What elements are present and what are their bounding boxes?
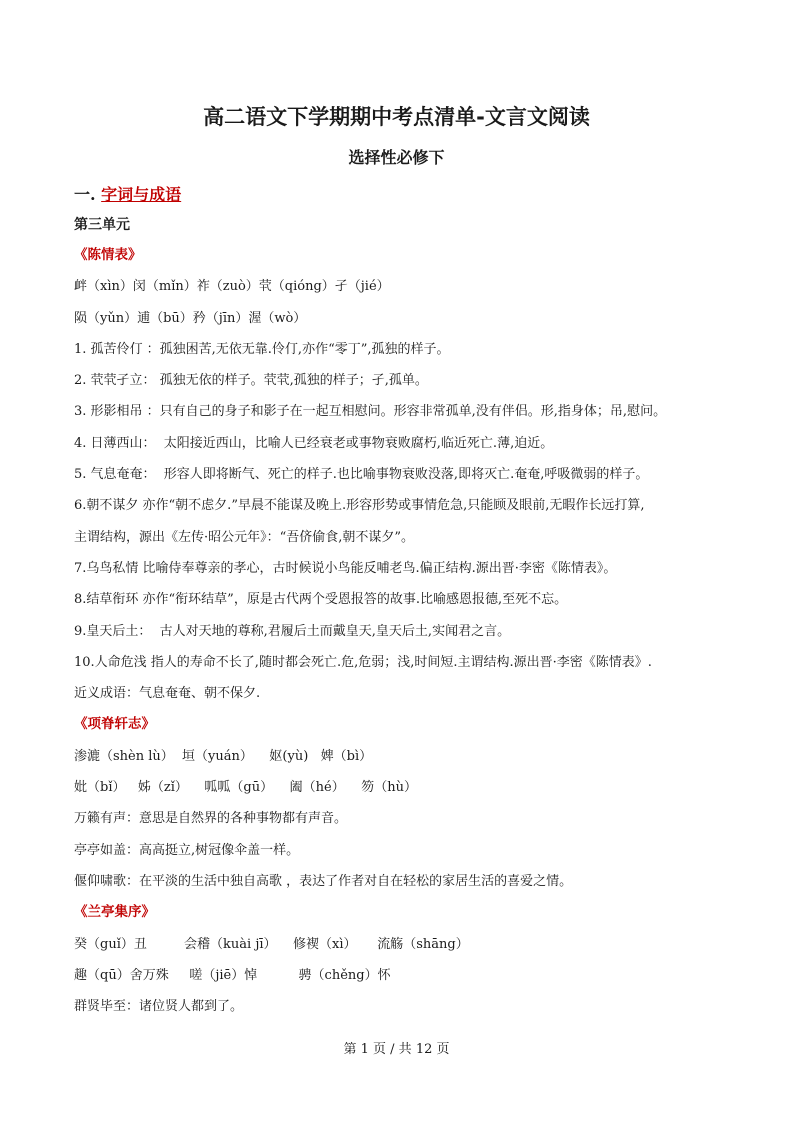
text-line: 万籁有声：意思是自然界的各种事物都有声音。	[74, 811, 348, 827]
text-line: 妣（bǐ） 姊（zǐ） 呱呱（gū） 阖（hé） 笏（hù）	[74, 780, 417, 796]
text-title-heading: 《陈情表》	[74, 247, 142, 263]
document-body	[74, 240, 734, 1022]
text-line: 9.皇天后土： 古人对天地的尊称,君履后土而戴皇天,皇天后土,实闻君之言。	[74, 623, 511, 639]
text-line: 趣（qū）舍万殊 嗟（jiē）悼 骋（chěng）怀	[74, 967, 391, 983]
text-line: 2. 茕茕孑立： 孤独无依的样子。茕茕,孤独的样子；孑,孤单。	[74, 373, 428, 389]
section-number: 一.	[74, 185, 96, 204]
text-line: 10.人命危浅 指人的寿命不长了,随时都会死亡.危,危弱；浅,时间短.主谓结构.源出晋·李密《陈情表》.	[74, 654, 652, 670]
section-label: 字词与成语	[101, 185, 182, 204]
document-title: 高二语文下学期期中考点清单-文言文阅读	[203, 105, 590, 129]
text-title-heading: 《项脊轩志》	[74, 716, 155, 733]
text-line: 主谓结构，源出《左传·昭公元年》：“吾侪偷食,朝不谋夕”。	[74, 529, 415, 545]
text-line: 陨（yǔn）逋（bū）矜（jīn）渥（wò）	[74, 310, 307, 326]
text-line: 偃仰啸歌：在平淡的生活中独自高歌 ，表达了作者对自在轻松的家居生活的喜爱之情。	[74, 873, 573, 889]
text-line: 亭亭如盖：高高挺立,树冠像伞盖一样。	[74, 842, 300, 858]
text-line: 癸（guǐ）丑 会稽（kuài jī） 修褉（xì） 流觞（shāng）	[74, 936, 469, 952]
text-line: 7.乌鸟私情 比喻侍奉尊亲的孝心，古时候说小鸟能反哺老鸟.偏正结构.源出晋·李密《陈情表》。	[74, 560, 617, 576]
text-line: 渗漉（shèn lù） 垣（yuán） 妪(yù) 婢（bì）	[74, 748, 373, 764]
text-line: 5. 气息奄奄： 形容人即将断气、死亡的样子.也比喻事物衰败没落,即将灭亡.奄奄,呼吸微弱的样子。	[74, 467, 649, 483]
text-line: 群贤毕至：诸位贤人都到了。	[74, 999, 244, 1015]
text-line: 8.结草衔环 亦作“衔环结草”，原是古代两个受恩报答的故事.比喻感恩报德,至死不忘。	[74, 592, 568, 608]
page-footer: 第 1 页 / 共 12 页	[343, 1042, 450, 1057]
text-line: 3. 形影相吊 ：只有自己的身子和影子在一起互相慰问。形容非常孤单,没有伴侣。形,指身体；吊,慰问。	[74, 404, 667, 420]
text-line: 1. 孤苦伶仃 ：孤独困苦,无依无靠.伶仃,亦作“零丁”,孤独的样子。	[74, 341, 450, 357]
text-line: 近义成语：气息奄奄、朝不保夕.	[74, 686, 261, 702]
text-line: 衅（xìn）闵（mǐn）祚（zuò）茕（qióng）孑（jié）	[74, 279, 390, 295]
text-title-heading: 《兰亭集序》	[74, 904, 155, 921]
document-subtitle: 选择性必修下	[348, 148, 445, 167]
unit-heading: 第三单元	[74, 217, 130, 233]
section-heading	[74, 182, 181, 205]
text-line: 6.朝不谋夕 亦作“朝不虑夕.”早晨不能谋及晚上.形容形势或事情危急,只能顾及眼前,无暇作长远打算,	[74, 498, 645, 514]
text-line: 4. 日薄西山： 太阳接近西山，比喻人已经衰老或事物衰败腐朽,临近死亡.薄,迫近。	[74, 435, 554, 451]
